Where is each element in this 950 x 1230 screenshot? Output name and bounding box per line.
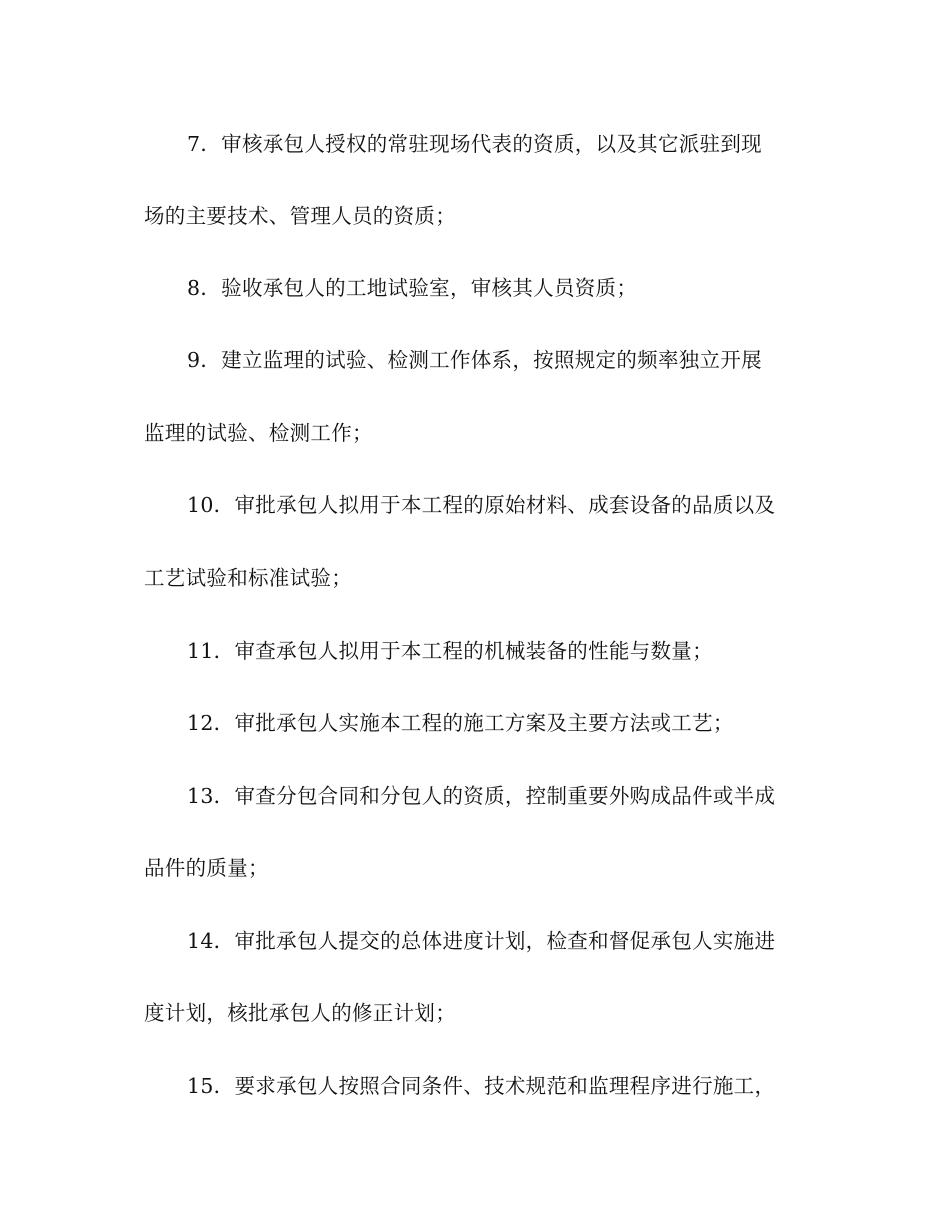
paragraph-13-line-1: 13．审查分包合同和分包人的资质，控制重要外购成品件或半成 (187, 784, 776, 808)
paragraph-12: 12．审批承包人实施本工程的施工方案及主要方法或工艺； (187, 711, 734, 735)
paragraph-9-line-2: 监理的试验、检测工作； (144, 421, 373, 445)
paragraph-11: 11．审查承包人拟用于本工程的机械装备的性能与数量； (187, 639, 713, 663)
paragraph-14-line-1: 14．审批承包人提交的总体进度计划，检查和督促承包人实施进 (187, 929, 776, 953)
paragraph-15-line-1: 15．要求承包人按照合同条件、技术规范和监理程序进行施工， (187, 1074, 776, 1098)
paragraph-10-line-2: 工艺试验和标准试验； (144, 566, 352, 590)
paragraph-14-line-2: 度计划，核批承包人的修正计划； (144, 1001, 456, 1025)
paragraph-13-line-2: 品件的质量； (144, 856, 269, 880)
paragraph-7-line-1: 7．审核承包人授权的常驻现场代表的资质，以及其它派驻到现 (187, 132, 762, 156)
paragraph-10-line-1: 10．审批承包人拟用于本工程的原始材料、成套设备的品质以及 (187, 493, 776, 517)
paragraph-9-line-1: 9．建立监理的试验、检测工作体系，按照规定的频率独立开展 (187, 348, 762, 372)
paragraph-7-line-2: 场的主要技术、管理人员的资质； (144, 204, 456, 228)
paragraph-8: 8．验收承包人的工地试验室，审核其人员资质； (187, 276, 638, 300)
